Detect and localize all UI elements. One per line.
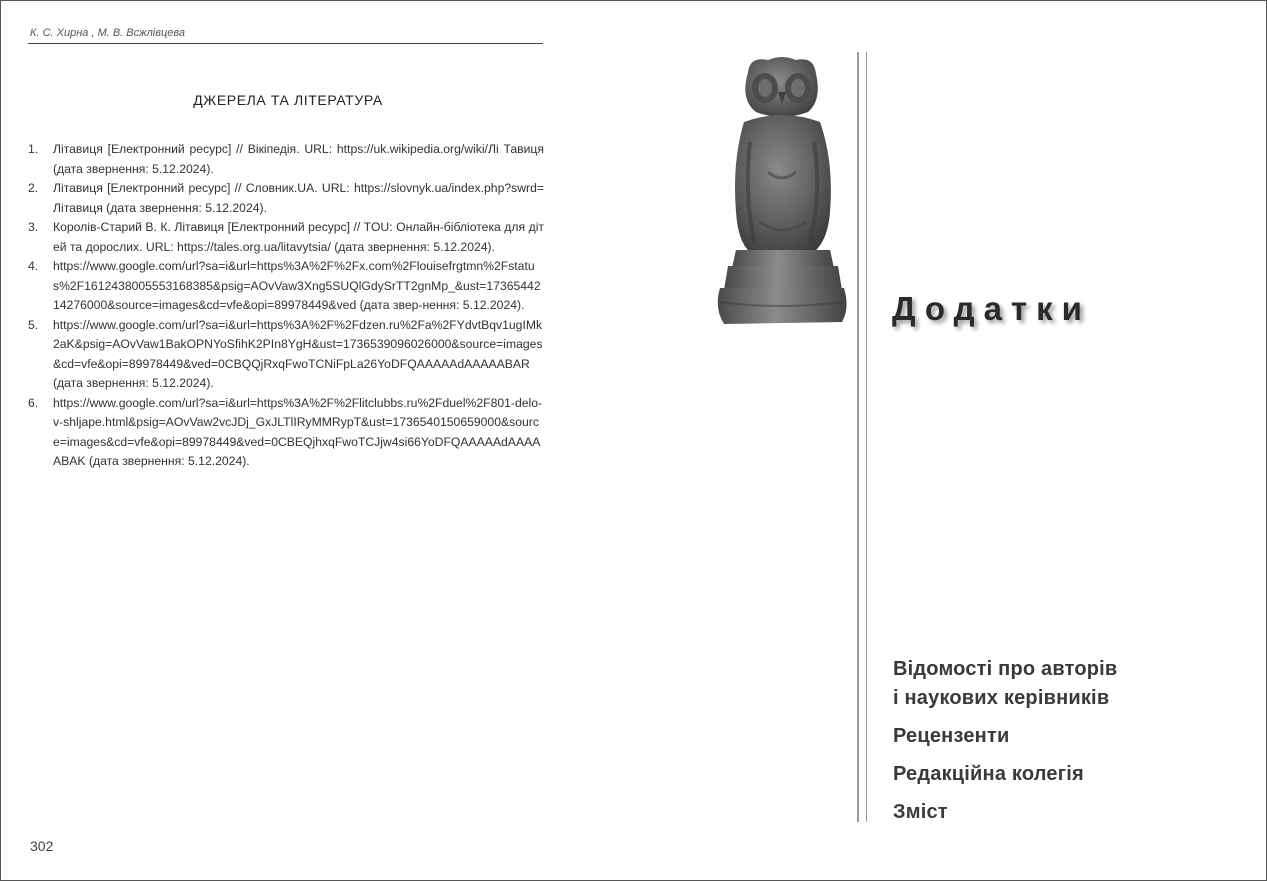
reference-text: Літавиця [Електронний ресурс] // Вікіпедія. URL: https://uk.wikipedia.org/wiki/Лі Тавиця (дата звернення: 5.12.2024). bbox=[53, 142, 544, 176]
reference-item bbox=[28, 394, 544, 472]
reference-item bbox=[28, 257, 544, 316]
reference-text: Королів-Старий В. К. Літавиця [Електронний ресурс] // TOU: Онлайн-бібліотека для дітей та дорослих. URL: https://tales.org.ua/litavytsia/ (дата звернення: 5.12.2024). bbox=[53, 220, 544, 254]
appendix-title: Додатки bbox=[892, 290, 1091, 327]
vertical-rule bbox=[857, 52, 859, 822]
toc-item-label: Відомості про авторів bbox=[893, 658, 1118, 680]
toc-item-label: Редакційна колегія bbox=[893, 763, 1084, 785]
stone-owl-statue-image bbox=[710, 52, 855, 332]
page-number: 302 bbox=[30, 838, 54, 854]
reference-item bbox=[28, 140, 544, 179]
reference-number: 6. bbox=[28, 395, 39, 410]
header-rule bbox=[28, 43, 543, 44]
reference-number: 2. bbox=[28, 181, 39, 195]
running-head: К. С. Хирна , М. В. Всжлівцева bbox=[30, 27, 185, 39]
reference-text: https://www.google.com/url?sa=i&url=https%3A%2F%2Fdzen.ru%2Fa%2FYdvtBqv1ugIMk2aK&psig=AOvVaw1BakOPNYoSfihK2PIn8YgH&ust=1736539096026000&source=images&cd=vfe&opi=89978449&ved=0CBQQjRxqFwoTCNiFpLa26YoDFQAAAAAdAAAAABAR (дата звернення: 5.12.2024). bbox=[53, 317, 543, 390]
toc-item-editorial-board[interactable] bbox=[893, 760, 1243, 789]
reference-text: https://www.google.com/url?sa=i&url=https%3A%2F%2Flitclubbs.ru%2Fduel%2F801-delo-v-shljape.html&psig=AOvVaw2vcJDj_GxJLTlIRyMMRypT&ust=1736540150659000&source=images&cd=vfe&opi=89978449&ved=0CBEQjhxqFwoTCJjw4si66YoDFQAAAAAdAAAAABAK (дата звернення: 5.12.2024). bbox=[53, 395, 543, 468]
reference-number: 5. bbox=[28, 317, 39, 332]
appendix-contents bbox=[893, 655, 1243, 836]
reference-number: 1. bbox=[28, 142, 39, 156]
references-list bbox=[28, 140, 544, 472]
reference-item bbox=[28, 316, 544, 394]
reference-item bbox=[28, 179, 544, 218]
toc-item-reviewers[interactable] bbox=[893, 722, 1243, 751]
toc-item-label: Рецензенти bbox=[893, 725, 1010, 747]
toc-item-authors[interactable] bbox=[893, 655, 1243, 713]
section-title: ДЖЕРЕЛА ТА ЛІТЕРАТУРА bbox=[193, 92, 383, 108]
reference-number: 3. bbox=[28, 220, 39, 234]
toc-item-label: Зміст bbox=[893, 801, 948, 823]
toc-item-label: і наукових керівників bbox=[893, 687, 1110, 709]
toc-item-contents[interactable] bbox=[893, 798, 1243, 827]
vertical-rule bbox=[866, 52, 867, 822]
reference-number: 4. bbox=[28, 259, 39, 273]
reference-text: Літавиця [Електронний ресурс] // Словник.UA. URL: https://slovnyk.ua/index.php?swrd=Літавиця (дата звернення: 5.12.2024). bbox=[53, 181, 544, 215]
reference-item bbox=[28, 218, 544, 257]
reference-text: https://www.google.com/url?sa=i&url=https%3A%2F%2Fx.com%2Flouisefrgtmn%2Fstatus%2F1612438005553168385&psig=AOvVaw3Xng5SUQlGdySrTT2gnMp_&ust=1736544214276000&source=images&cd=vfe&opi=89978449&ved (дата звер-нення: 5.12.2024). bbox=[53, 259, 541, 312]
